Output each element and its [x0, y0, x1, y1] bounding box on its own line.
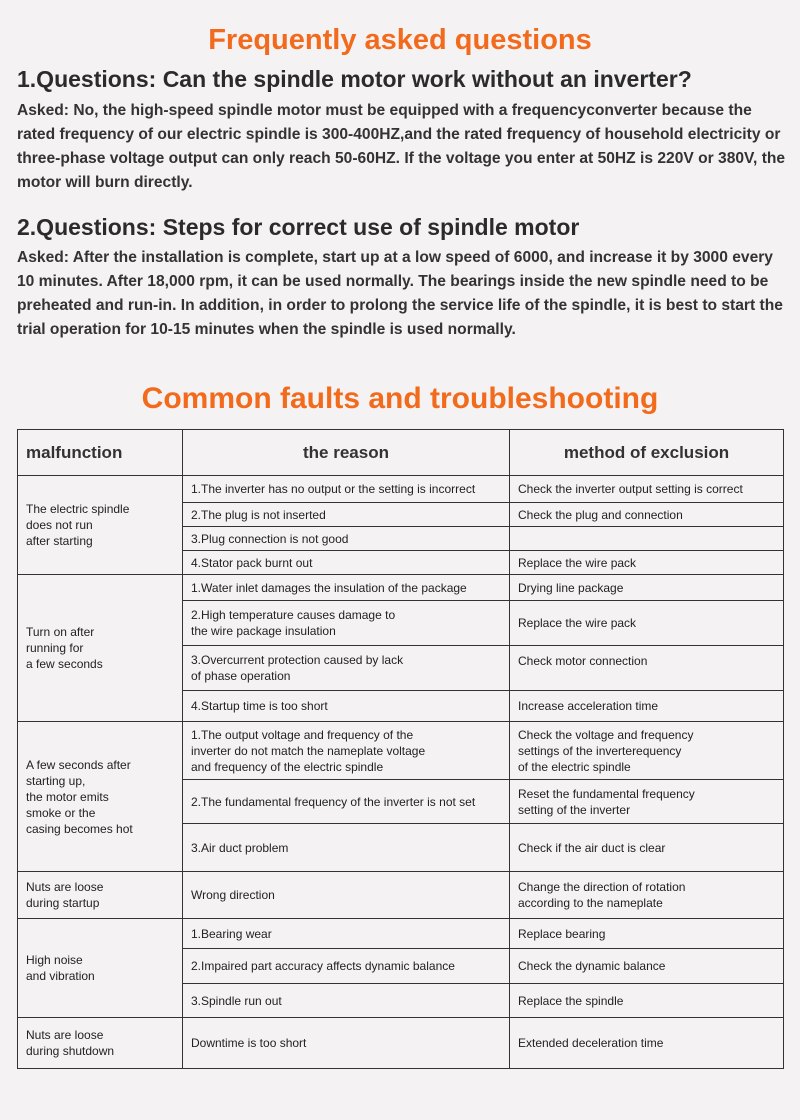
- method-cell: Change the direction of rotation according to the nameplate: [510, 872, 784, 919]
- reason-cell: 2.Impaired part accuracy affects dynamic balance: [183, 949, 510, 984]
- reason-cell: 2.The fundamental frequency of the inverter is not set: [183, 780, 510, 824]
- method-cell: Extended deceleration time: [510, 1018, 784, 1069]
- method-cell: Replace the wire pack: [510, 551, 784, 575]
- table-row: [18, 476, 784, 503]
- method-cell: [510, 527, 784, 551]
- malfunction-cell: Nuts are loose during shutdown: [18, 1018, 183, 1069]
- malfunction-cell: Nuts are loose during startup: [18, 872, 183, 919]
- reason-cell: Wrong direction: [183, 872, 510, 919]
- question-2-answer: Asked: After the installation is complete, start up at a low speed of 6000, and increase it by 3000 every 10 minutes. After 18,000 rpm, it can be used normally. The bearings inside the new spindle need to be preheated and run-in. In addition, in order to prolong the service life of the spindle, it is best to start the trial operation for 10-15 minutes when the spindle is used normally.: [17, 249, 783, 338]
- method-cell: Check the dynamic balance: [510, 949, 784, 984]
- reason-cell: 3.Plug connection is not good: [183, 527, 510, 551]
- method-cell: Check the plug and connection: [510, 503, 784, 527]
- faq-title: Frequently asked questions: [208, 24, 592, 56]
- faults-table: [17, 429, 784, 1069]
- malfunction-cell: Turn on after running for a few seconds: [18, 575, 183, 722]
- table-row: [18, 872, 784, 919]
- header-method: method of exclusion: [510, 430, 784, 476]
- method-cell: Check the inverter output setting is correct: [510, 476, 784, 503]
- table-header-row: [18, 430, 784, 476]
- reason-cell: 1.The inverter has no output or the setting is incorrect: [183, 476, 510, 503]
- reason-cell: 4.Startup time is too short: [183, 691, 510, 722]
- question-1-answer: Asked: No, the high-speed spindle motor must be equipped with a frequencyconverter because the rated frequency of our electric spindle is 300-400HZ,and the rated frequency of household electricity or three-phase voltage output can only reach 50-60HZ. If the voltage you enter at 50HZ is 220V or 380V, the motor will burn directly.: [17, 102, 786, 191]
- reason-cell: 3.Overcurrent protection caused by lack of phase operation: [183, 646, 510, 691]
- table-row: [18, 722, 784, 780]
- question-1-title: 1.Questions: Can the spindle motor work without an inverter?: [17, 66, 692, 92]
- reason-cell: Downtime is too short: [183, 1018, 510, 1069]
- reason-cell: 2.High temperature causes damage to the wire package insulation: [183, 601, 510, 646]
- method-cell: Reset the fundamental frequency setting of the inverter: [510, 780, 784, 824]
- reason-cell: 1.Water inlet damages the insulation of the package: [183, 575, 510, 601]
- table-row: [18, 919, 784, 949]
- method-cell: Drying line package: [510, 575, 784, 601]
- reason-cell: 4.Stator pack burnt out: [183, 551, 510, 575]
- method-cell: Check motor connection: [510, 646, 784, 691]
- malfunction-cell: The electric spindle does not run after starting: [18, 476, 183, 575]
- method-cell: Increase acceleration time: [510, 691, 784, 722]
- malfunction-cell: High noise and vibration: [18, 919, 183, 1018]
- reason-cell: 1.Bearing wear: [183, 919, 510, 949]
- table-row: [18, 1018, 784, 1069]
- reason-cell: 3.Air duct problem: [183, 824, 510, 872]
- header-malfunction: malfunction: [18, 430, 183, 476]
- malfunction-cell: A few seconds after starting up, the motor emits smoke or the casing becomes hot: [18, 722, 183, 872]
- header-reason: the reason: [183, 430, 510, 476]
- table-row: [18, 575, 784, 601]
- reason-cell: 2.The plug is not inserted: [183, 503, 510, 527]
- method-cell: Replace bearing: [510, 919, 784, 949]
- method-cell: Check if the air duct is clear: [510, 824, 784, 872]
- question-2-title: 2.Questions: Steps for correct use of spindle motor: [17, 214, 580, 240]
- reason-cell: 1.The output voltage and frequency of the inverter do not match the nameplate voltage and frequency of the electric spindle: [183, 722, 510, 780]
- method-cell: Replace the wire pack: [510, 601, 784, 646]
- faults-title: Common faults and troubleshooting: [141, 382, 659, 415]
- reason-cell: 3.Spindle run out: [183, 984, 510, 1018]
- method-cell: Check the voltage and frequency settings of the inverterequency of the electric spindle: [510, 722, 784, 780]
- method-cell: Replace the spindle: [510, 984, 784, 1018]
